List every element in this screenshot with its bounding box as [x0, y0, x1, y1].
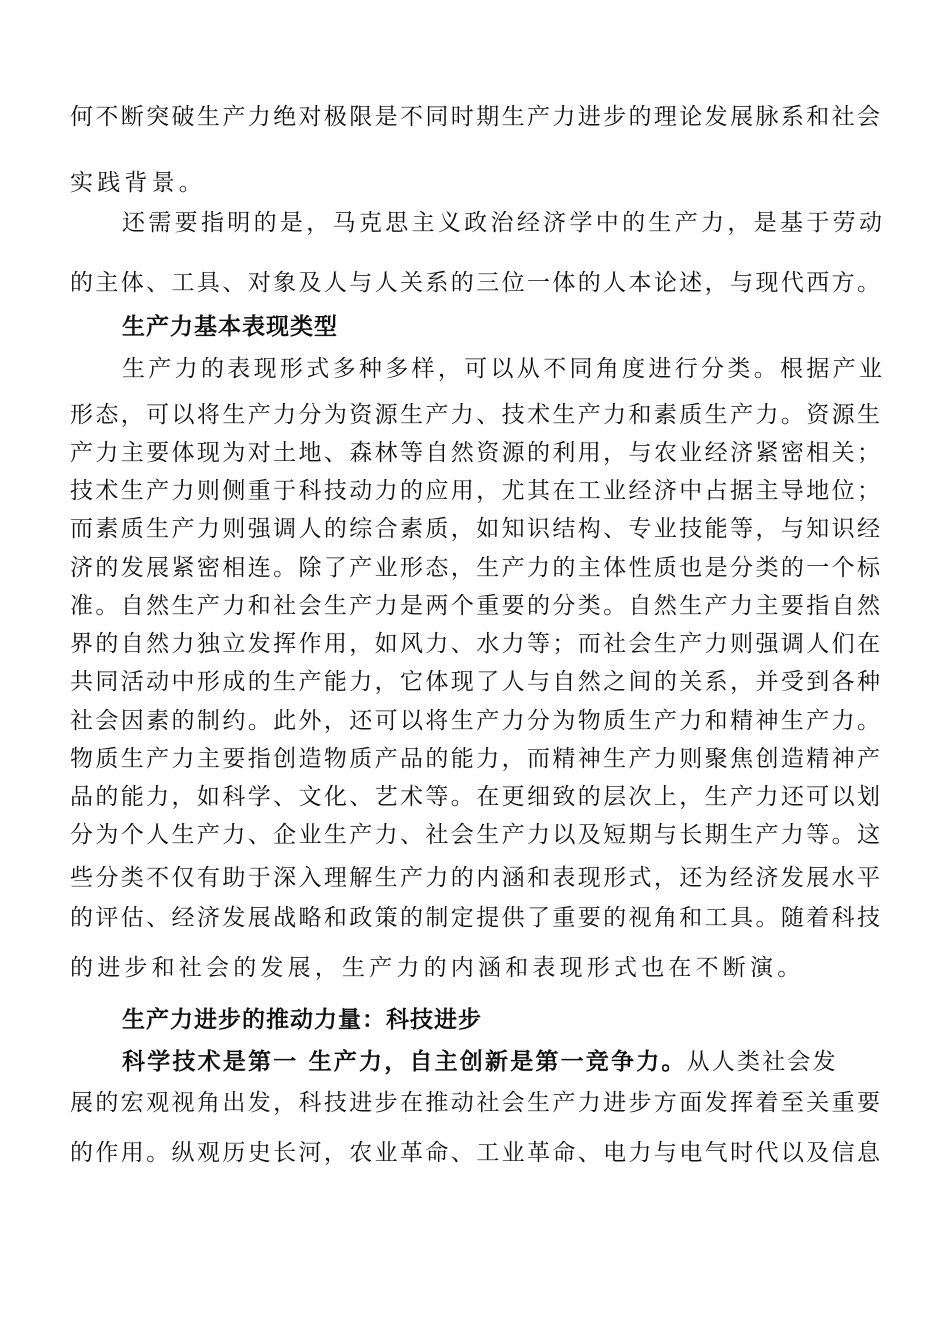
para3-line-5: 而素质生产力则强调人的综合素质，如知识结构、专业技能等，与知识经 [70, 516, 880, 542]
para3-line-3: 产力主要体现为对土地、森林等自然资源的利用，与农业经济紧密相关； [70, 440, 880, 466]
section-heading-types: 生产力基本表现类型 [122, 314, 338, 340]
para3-line-4: 技术生产力则侧重于科技动力的应用，尤其在工业经济中占据主导地位； [70, 478, 880, 504]
para4-line-1-rest: 从人类社会发 [686, 1049, 838, 1075]
para3-line-16: 的进步和社会的发展，生产力的内涵和表现形式也在不断演。 [70, 955, 805, 981]
para4-line-2: 展的宏观视角出发，科技进步在推动社会生产力进步方面发挥着至关重要 [70, 1090, 880, 1116]
para4-line-1 [122, 1051, 882, 1074]
para3-line-15: 的评估、经济发展战略和政策的制定提供了重要的视角和工具。随着科技 [70, 905, 880, 931]
para3-line-11: 物质生产力主要指创造物质产品的能力，而精神生产力则聚焦创造精神产 [70, 746, 880, 772]
para3-line-1: 生产力的表现形式多种多样，可以从不同角度进行分类。根据产业 [122, 356, 882, 382]
para3-line-12: 品的能力，如科学、文化、艺术等。在更细致的层次上，生产力还可以划 [70, 784, 880, 810]
para3-line-14: 些分类不仅有助于深入理解生产力的内涵和表现形式，还为经济发展水平 [70, 865, 880, 891]
para1-line-2: 实践背景。 [70, 170, 206, 196]
para4-bold-lead: 科学技术是第一 生产力，自主创新是第一竞争力。 [122, 1049, 687, 1075]
section-heading-driving-force: 生产力进步的推动力量：科技进步 [122, 1007, 482, 1033]
para3-line-6: 济的发展紧密相连。除了产业形态，生产力的主体性质也是分类的一个标 [70, 555, 880, 581]
para3-line-9: 共同活动中形成的生产能力，它体现了人与自然之间的关系，并受到各种 [70, 669, 880, 695]
para3-line-8: 界的自然力独立发挥作用，如风力、水力等；而社会生产力则强调人们在 [70, 631, 880, 657]
para3-line-10: 社会因素的制约。此外，还可以将生产力分为物质生产力和精神生产力。 [70, 708, 880, 734]
para1-line-1: 何不断突破生产力绝对极限是不同时期生产力进步的理论发展脉系和社会 [70, 104, 880, 130]
para2-line-2: 的主体、工具、对象及人与人关系的三位一体的人本论述，与现代西方。 [70, 270, 880, 296]
para3-line-13: 分为个人生产力、企业生产力、社会生产力以及短期与长期生产力等。这 [70, 822, 880, 848]
para4-line-3: 的作用。纵观历史长河，农业革命、工业革命、电力与电气时代以及信息 [70, 1140, 880, 1166]
para2-line-1: 还需要指明的是，马克思主义政治经济学中的生产力，是基于劳动 [122, 210, 882, 236]
para3-line-7: 准。自然生产力和社会生产力是两个重要的分类。自然生产力主要指自然 [70, 593, 880, 619]
para3-line-2: 形态，可以将生产力分为资源生产力、技术生产力和素质生产力。资源生 [70, 402, 880, 428]
